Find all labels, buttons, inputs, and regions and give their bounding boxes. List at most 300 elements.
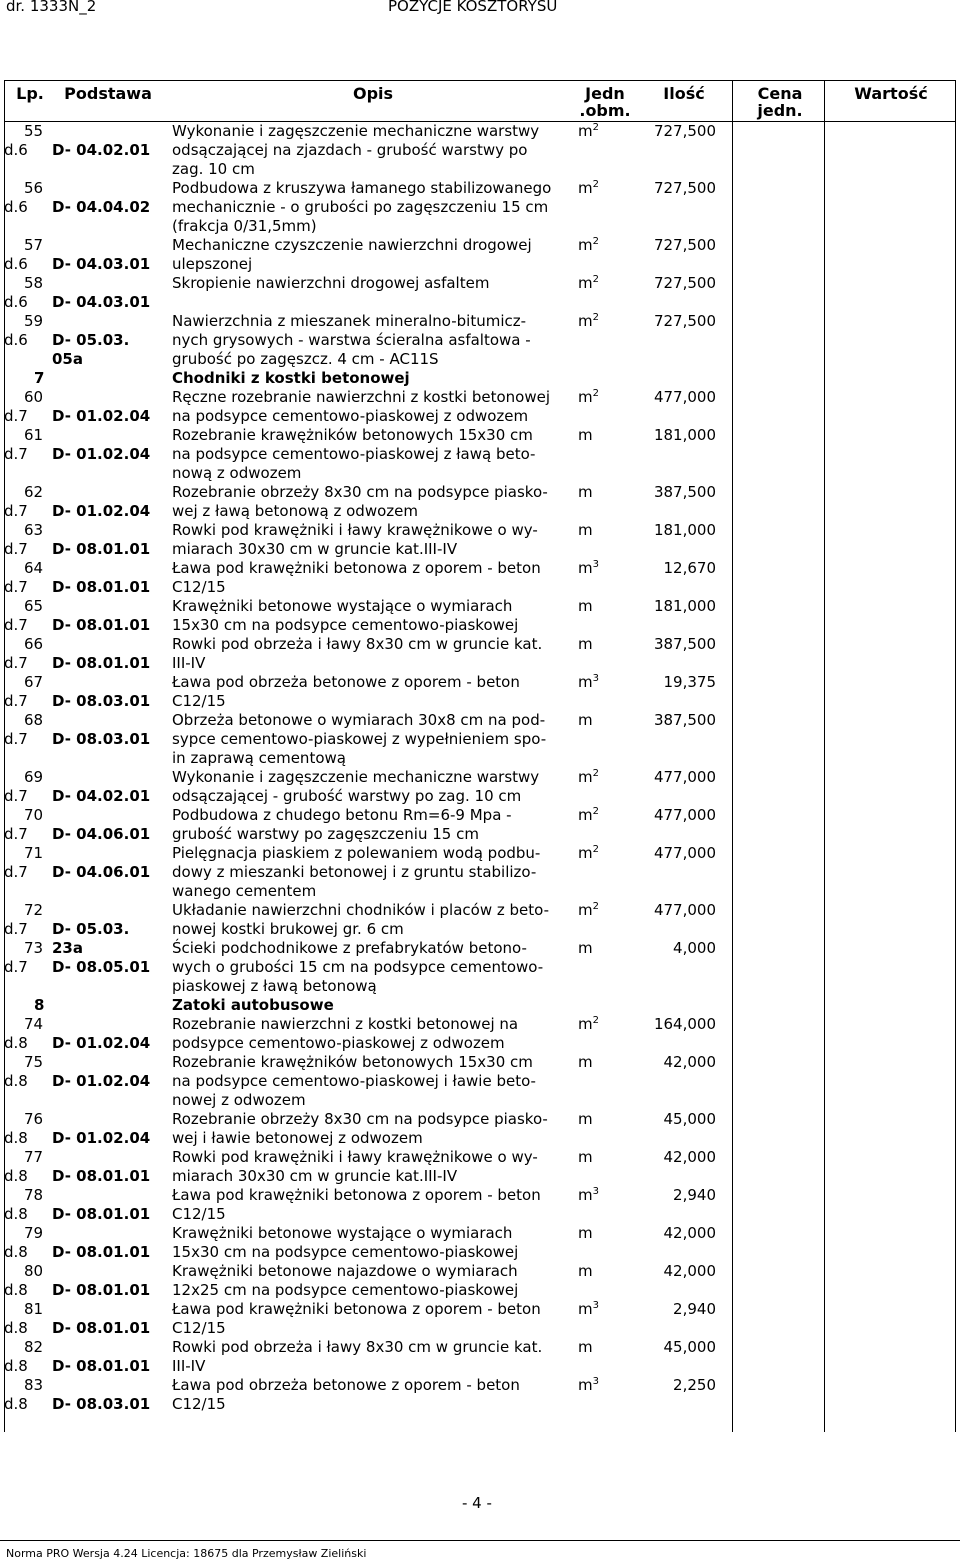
description-line: na podsypce cementowo-piaskowej z odwozem xyxy=(172,407,529,425)
item-unit xyxy=(578,1015,622,1034)
item-ref: d.8 xyxy=(4,1034,28,1052)
description-line: wej z ławą betonową z odwozem xyxy=(172,502,418,520)
item-unit xyxy=(578,274,622,293)
item-basis: D- 01.02.04 xyxy=(52,445,151,463)
item-basis: D- 08.01.01 xyxy=(52,1319,151,1337)
description-line: dowy z mieszanki betonowej i z gruntu stabilizo- xyxy=(172,863,537,881)
item-number: 60 xyxy=(24,388,44,406)
table-row xyxy=(4,1053,956,1110)
item-unit xyxy=(578,179,622,198)
item-unit xyxy=(578,426,622,445)
top-bar xyxy=(0,0,960,26)
item-description xyxy=(172,236,574,274)
header-jedn xyxy=(578,85,632,119)
unit-symbol: m xyxy=(578,806,593,824)
item-description xyxy=(172,1262,574,1300)
item-description xyxy=(172,1053,574,1110)
item-unit xyxy=(578,388,622,407)
table-header xyxy=(4,80,956,122)
description-line: grubość po zagęszcz. 4 cm - AC11S xyxy=(172,350,439,368)
unit-symbol: m xyxy=(578,1053,593,1071)
unit-symbol: m xyxy=(578,559,593,577)
item-quantity: 19,375 xyxy=(663,673,716,691)
table-row xyxy=(4,179,956,236)
unit-symbol: m xyxy=(578,236,593,254)
description-line: Rozebranie krawężników betonowych 15x30 cm xyxy=(172,1053,533,1071)
item-description xyxy=(172,426,574,483)
unit-symbol: m xyxy=(578,388,593,406)
description-line: Krawężniki betonowe wystające o wymiarach xyxy=(172,597,513,615)
item-description xyxy=(172,1148,574,1186)
description-line: Ława pod krawężniki betonowa z oporem - beton xyxy=(172,1186,541,1204)
item-number: 83 xyxy=(24,1376,44,1394)
item-number: 56 xyxy=(24,179,44,197)
item-description xyxy=(172,179,574,236)
description-line: Rozebranie nawierzchni z kostki betonowej na xyxy=(172,1015,519,1033)
item-number: 73 xyxy=(24,939,44,957)
item-ref: d.7 xyxy=(4,540,28,558)
item-number: 66 xyxy=(24,635,44,653)
table-row xyxy=(4,521,956,559)
item-quantity: 727,500 xyxy=(653,274,716,292)
item-unit xyxy=(578,1186,622,1205)
table-row xyxy=(4,1186,956,1224)
table-row xyxy=(4,768,956,806)
table-row xyxy=(4,711,956,768)
unit-symbol: m xyxy=(578,768,593,786)
item-number: 55 xyxy=(24,122,44,140)
unit-exponent: 2 xyxy=(592,236,599,247)
description-line: Rowki pod krawężniki i ławy krawężnikowe o wy- xyxy=(172,1148,538,1166)
table-row xyxy=(4,274,956,312)
header-lp: Lp. xyxy=(16,84,44,103)
item-description xyxy=(172,274,574,293)
unit-symbol: m xyxy=(578,179,593,197)
item-ref: d.7 xyxy=(4,787,28,805)
item-ref: d.8 xyxy=(4,1281,28,1299)
table-row xyxy=(4,635,956,673)
item-quantity: 164,000 xyxy=(653,1015,716,1033)
unit-symbol: m xyxy=(578,521,593,539)
page-number: - 4 - xyxy=(462,1494,492,1512)
item-description xyxy=(172,122,574,179)
item-description xyxy=(172,559,574,597)
item-quantity: 387,500 xyxy=(653,711,716,729)
item-basis: D- 04.02.01 xyxy=(52,787,151,805)
unit-exponent: 2 xyxy=(592,274,599,285)
item-description xyxy=(172,1224,574,1262)
description-line: Nawierzchnia z mieszanek mineralno-bitumicz- xyxy=(172,312,527,330)
unit-symbol: m xyxy=(578,1015,593,1033)
item-quantity: 42,000 xyxy=(663,1053,716,1071)
item-description xyxy=(172,1300,574,1338)
item-quantity: 2,940 xyxy=(673,1300,716,1318)
item-number: 62 xyxy=(24,483,44,501)
item-unit xyxy=(578,236,622,255)
item-number: 81 xyxy=(24,1300,44,1318)
item-unit xyxy=(578,521,622,540)
item-number: 70 xyxy=(24,806,44,824)
item-unit xyxy=(578,1148,622,1167)
unit-symbol: m xyxy=(578,483,593,501)
unit-exponent: 2 xyxy=(592,1015,599,1026)
item-ref: d.6 xyxy=(4,198,28,216)
item-ref: d.8 xyxy=(4,1357,28,1375)
table-row xyxy=(4,597,956,635)
description-line: wanego cementem xyxy=(172,882,317,900)
description-line: C12/15 xyxy=(172,692,226,710)
table-row xyxy=(4,1148,956,1186)
item-quantity: 387,500 xyxy=(653,635,716,653)
item-quantity: 42,000 xyxy=(663,1224,716,1242)
item-unit xyxy=(578,1224,622,1243)
unit-exponent: 2 xyxy=(592,901,599,912)
item-unit xyxy=(578,597,622,616)
table-row xyxy=(4,236,956,274)
item-number: 65 xyxy=(24,597,44,615)
item-number: 67 xyxy=(24,673,44,691)
item-description xyxy=(172,844,574,901)
item-unit xyxy=(578,1376,622,1395)
description-line: Mechaniczne czyszczenie nawierzchni drogowej xyxy=(172,236,532,254)
item-quantity: 477,000 xyxy=(653,388,716,406)
item-ref: d.8 xyxy=(4,1243,28,1261)
item-quantity: 727,500 xyxy=(653,179,716,197)
item-quantity: 42,000 xyxy=(663,1262,716,1280)
description-line: wych o grubości 15 cm na podsypce cementowo- xyxy=(172,958,544,976)
header-cena-line1: Cena xyxy=(757,84,803,103)
item-ref: d.8 xyxy=(4,1072,28,1090)
description-line: miarach 30x30 cm w gruncie kat.III-IV xyxy=(172,540,458,558)
unit-symbol: m xyxy=(578,1148,593,1166)
table-row xyxy=(4,939,956,996)
item-basis: D- 08.01.01 xyxy=(52,1357,151,1375)
item-number: 61 xyxy=(24,426,44,444)
item-description xyxy=(172,521,574,559)
item-ref: d.7 xyxy=(4,616,28,634)
description-line: Podbudowa z kruszywa łamanego stabilizowanego xyxy=(172,179,552,197)
table-row xyxy=(4,844,956,901)
item-quantity: 181,000 xyxy=(653,521,716,539)
section-number: 7 xyxy=(34,369,45,387)
item-description xyxy=(172,635,574,673)
item-basis: D- 08.03.01 xyxy=(52,692,151,710)
description-line: na podsypce cementowo-piaskowej i ławie beto- xyxy=(172,1072,536,1090)
item-basis: D- 08.03.01 xyxy=(52,730,151,748)
unit-symbol: m xyxy=(578,1338,593,1356)
unit-symbol: m xyxy=(578,312,593,330)
item-basis: D- 08.03.01 xyxy=(52,1395,151,1413)
item-basis: D- 08.01.01 xyxy=(52,654,151,672)
item-ref: d.8 xyxy=(4,1129,28,1147)
item-quantity: 727,500 xyxy=(653,122,716,140)
unit-exponent: 2 xyxy=(592,179,599,190)
table-row xyxy=(4,388,956,426)
item-unit xyxy=(578,768,622,787)
description-line: Podbudowa z chudego betonu Rm=6-9 Mpa - xyxy=(172,806,512,824)
item-basis: D- 04.03.01 xyxy=(52,255,151,273)
item-description xyxy=(172,939,574,996)
item-ref: d.8 xyxy=(4,1205,28,1223)
item-number: 75 xyxy=(24,1053,44,1071)
item-number: 68 xyxy=(24,711,44,729)
item-description xyxy=(172,901,574,939)
table-row xyxy=(4,806,956,844)
item-unit xyxy=(578,635,622,654)
description-line: sypce cementowo-piaskowej z wypełnieniem spo- xyxy=(172,730,547,748)
section-title: Chodniki z kostki betonowej xyxy=(172,369,410,387)
item-description xyxy=(172,768,574,806)
item-number: 76 xyxy=(24,1110,44,1128)
item-number: 71 xyxy=(24,844,44,862)
unit-symbol: m xyxy=(578,673,593,691)
item-ref: d.7 xyxy=(4,692,28,710)
section-number: 8 xyxy=(34,996,45,1014)
header-cena-line2: jedn. xyxy=(757,101,803,120)
item-description xyxy=(172,1186,574,1224)
item-quantity: 2,940 xyxy=(673,1186,716,1204)
unit-symbol: m xyxy=(578,1376,593,1394)
unit-exponent: 3 xyxy=(592,559,599,570)
item-quantity: 387,500 xyxy=(653,483,716,501)
item-number: 64 xyxy=(24,559,44,577)
item-quantity: 477,000 xyxy=(653,901,716,919)
description-line: C12/15 xyxy=(172,1395,226,1413)
item-ref: d.6 xyxy=(4,331,28,349)
unit-exponent: 2 xyxy=(592,806,599,817)
section-title: Zatoki autobusowe xyxy=(172,996,334,1014)
unit-symbol: m xyxy=(578,635,593,653)
header-podstawa: Podstawa xyxy=(64,84,152,103)
unit-symbol: m xyxy=(578,901,593,919)
description-line: Ława pod obrzeża betonowe z oporem - beton xyxy=(172,1376,520,1394)
table-row xyxy=(4,1338,956,1376)
description-line: Ława pod krawężniki betonowa z oporem - beton xyxy=(172,559,541,577)
item-description xyxy=(172,711,574,768)
item-basis: D- 04.03.01 xyxy=(52,293,151,311)
item-basis: D- 08.01.01 xyxy=(52,540,151,558)
item-number: 59 xyxy=(24,312,44,330)
unit-exponent: 2 xyxy=(592,844,599,855)
header-opis: Opis xyxy=(352,84,394,103)
description-line: Rozebranie obrzeży 8x30 cm na podsypce piasko- xyxy=(172,483,548,501)
item-basis: D- 08.01.01 xyxy=(52,1167,151,1185)
unit-exponent: 2 xyxy=(592,122,599,133)
description-line: Ława pod krawężniki betonowa z oporem - beton xyxy=(172,1300,541,1318)
item-basis-suffix: 23a xyxy=(52,939,83,957)
description-line: wej i ławie betonowej z odwozem xyxy=(172,1129,423,1147)
unit-symbol: m xyxy=(578,1300,593,1318)
table-row xyxy=(4,1110,956,1148)
description-line: podsypce cementowo-piaskowej z odwozem xyxy=(172,1034,505,1052)
description-line: miarach 30x30 cm w gruncie kat.III-IV xyxy=(172,1167,458,1185)
item-basis-suffix: 05a xyxy=(52,350,83,368)
item-unit xyxy=(578,483,622,502)
cost-estimate-table xyxy=(4,80,956,1432)
item-ref: d.7 xyxy=(4,578,28,596)
description-line: 12x25 cm na podsypce cementowo-piaskowej xyxy=(172,1281,519,1299)
item-description xyxy=(172,806,574,844)
description-line: III-IV xyxy=(172,654,206,672)
table-row xyxy=(4,1376,956,1414)
description-line: mechanicznie - o grubości po zagęszczeniu 15 cm xyxy=(172,198,549,216)
item-basis: D- 04.06.01 xyxy=(52,825,151,843)
item-unit xyxy=(578,1300,622,1319)
description-line: Rowki pod obrzeża i ławy 8x30 cm w gruncie kat. xyxy=(172,635,543,653)
description-line: C12/15 xyxy=(172,578,226,596)
item-ref: d.7 xyxy=(4,920,28,938)
description-line: Wykonanie i zagęszczenie mechaniczne warstwy xyxy=(172,768,540,786)
item-unit xyxy=(578,312,622,331)
item-number: 74 xyxy=(24,1015,44,1033)
unit-exponent: 3 xyxy=(592,1300,599,1311)
item-number: 58 xyxy=(24,274,44,292)
description-line: zag. 10 cm xyxy=(172,160,255,178)
header-jedn-line2: .obm. xyxy=(579,101,631,120)
description-line: C12/15 xyxy=(172,1205,226,1223)
item-unit xyxy=(578,806,622,825)
item-basis: D- 01.02.04 xyxy=(52,1072,151,1090)
item-ref: d.6 xyxy=(4,141,28,159)
footer-text: Norma PRO Wersja 4.24 Licencja: 18675 dla Przemysław Zieliński xyxy=(6,1547,367,1560)
item-description xyxy=(172,673,574,711)
item-quantity: 477,000 xyxy=(653,768,716,786)
item-ref: d.7 xyxy=(4,730,28,748)
unit-exponent: 3 xyxy=(592,673,599,684)
item-number: 77 xyxy=(24,1148,44,1166)
item-basis: D- 01.02.04 xyxy=(52,502,151,520)
document-id: dr. 1333N_2 xyxy=(6,0,97,15)
unit-exponent: 3 xyxy=(592,1376,599,1387)
item-description xyxy=(172,483,574,521)
description-line: Pielęgnacja piaskiem z polewaniem wodą podbu- xyxy=(172,844,541,862)
description-line: nową z odwozem xyxy=(172,464,302,482)
description-line: Rozebranie obrzeży 8x30 cm na podsypce piasko- xyxy=(172,1110,548,1128)
item-unit xyxy=(578,1262,622,1281)
description-line: Układanie nawierzchni chodników i placów z beto- xyxy=(172,901,550,919)
item-basis: D- 08.01.01 xyxy=(52,578,151,596)
item-unit xyxy=(578,1053,622,1072)
description-line: ulepszonej xyxy=(172,255,253,273)
item-ref: d.7 xyxy=(4,407,28,425)
item-quantity: 727,500 xyxy=(653,312,716,330)
item-number: 80 xyxy=(24,1262,44,1280)
table-row xyxy=(4,1300,956,1338)
item-description xyxy=(172,1338,574,1376)
item-quantity: 477,000 xyxy=(653,844,716,862)
item-ref: d.7 xyxy=(4,958,28,976)
item-description xyxy=(172,597,574,635)
unit-exponent: 3 xyxy=(592,1186,599,1197)
item-quantity: 2,250 xyxy=(673,1376,716,1394)
description-line: Ręczne rozebranie nawierzchni z kostki betonowej xyxy=(172,388,550,406)
item-quantity: 181,000 xyxy=(653,426,716,444)
description-line: Ława pod obrzeża betonowe z oporem - beton xyxy=(172,673,520,691)
item-quantity: 42,000 xyxy=(663,1148,716,1166)
description-line: Ścieki podchodnikowe z prefabrykatów betono- xyxy=(172,939,527,957)
item-ref: d.6 xyxy=(4,293,28,311)
item-ref: d.7 xyxy=(4,654,28,672)
item-description xyxy=(172,1376,574,1414)
unit-symbol: m xyxy=(578,274,593,292)
item-basis: D- 04.04.02 xyxy=(52,198,151,216)
item-basis: D- 08.01.01 xyxy=(52,1243,151,1261)
description-line: odsączającej - grubość warstwy po zag. 10 cm xyxy=(172,787,522,805)
item-basis: D- 08.01.01 xyxy=(52,1281,151,1299)
item-unit xyxy=(578,1338,622,1357)
description-line: Rowki pod krawężniki i ławy krawężnikowe o wy- xyxy=(172,521,538,539)
item-quantity: 4,000 xyxy=(673,939,716,957)
item-ref: d.8 xyxy=(4,1395,28,1413)
description-line: C12/15 xyxy=(172,1319,226,1337)
item-basis: D- 05.03. xyxy=(52,920,130,938)
description-line: Skropienie nawierzchni drogowej asfaltem xyxy=(172,274,490,292)
table-row xyxy=(4,483,956,521)
item-ref: d.7 xyxy=(4,863,28,881)
item-unit xyxy=(578,673,622,692)
item-description xyxy=(172,312,574,369)
table-row xyxy=(4,1015,956,1053)
description-line: nowej z odwozem xyxy=(172,1091,306,1109)
header-wartosc: Wartość xyxy=(854,84,928,103)
item-description xyxy=(172,1015,574,1053)
item-unit xyxy=(578,901,622,920)
item-description xyxy=(172,388,574,426)
document-title: POZYCJE KOSZTORYSU xyxy=(388,0,558,15)
header-ilosc: Ilość xyxy=(663,84,705,103)
description-line: Obrzeża betonowe o wymiarach 30x8 cm na pod- xyxy=(172,711,546,729)
item-unit xyxy=(578,844,622,863)
item-quantity: 45,000 xyxy=(663,1110,716,1128)
description-line: piaskowej z ławą betonową xyxy=(172,977,377,995)
table-row xyxy=(4,122,956,179)
unit-symbol: m xyxy=(578,1110,593,1128)
item-number: 79 xyxy=(24,1224,44,1242)
item-number: 72 xyxy=(24,901,44,919)
item-basis: D- 08.01.01 xyxy=(52,616,151,634)
unit-symbol: m xyxy=(578,1186,593,1204)
item-number: 78 xyxy=(24,1186,44,1204)
item-basis: D- 04.02.01 xyxy=(52,141,151,159)
table-row xyxy=(4,312,956,369)
description-line: in zaprawą cementową xyxy=(172,749,346,767)
unit-exponent: 2 xyxy=(592,312,599,323)
item-quantity: 727,500 xyxy=(653,236,716,254)
unit-symbol: m xyxy=(578,122,593,140)
description-line: nych grysowych - warstwa ścieralna asfaltowa - xyxy=(172,331,531,349)
description-line: odsączającej na zjazdach - grubość warstwy po xyxy=(172,141,528,159)
unit-symbol: m xyxy=(578,1224,593,1242)
item-basis: D- 08.05.01 xyxy=(52,958,151,976)
description-line: (frakcja 0/31,5mm) xyxy=(172,217,317,235)
item-basis: D- 01.02.04 xyxy=(52,407,151,425)
unit-symbol: m xyxy=(578,711,593,729)
item-basis: D- 01.02.04 xyxy=(52,1129,151,1147)
item-unit xyxy=(578,122,622,141)
table-row xyxy=(4,1262,956,1300)
table-row xyxy=(4,673,956,711)
item-quantity: 45,000 xyxy=(663,1338,716,1356)
unit-exponent: 2 xyxy=(592,768,599,779)
item-number: 57 xyxy=(24,236,44,254)
item-basis: D- 05.03. xyxy=(52,331,130,349)
item-unit xyxy=(578,711,622,730)
unit-symbol: m xyxy=(578,1262,593,1280)
unit-symbol: m xyxy=(578,939,593,957)
item-unit xyxy=(578,1110,622,1129)
item-ref: d.7 xyxy=(4,502,28,520)
software-footer xyxy=(0,1540,960,1567)
